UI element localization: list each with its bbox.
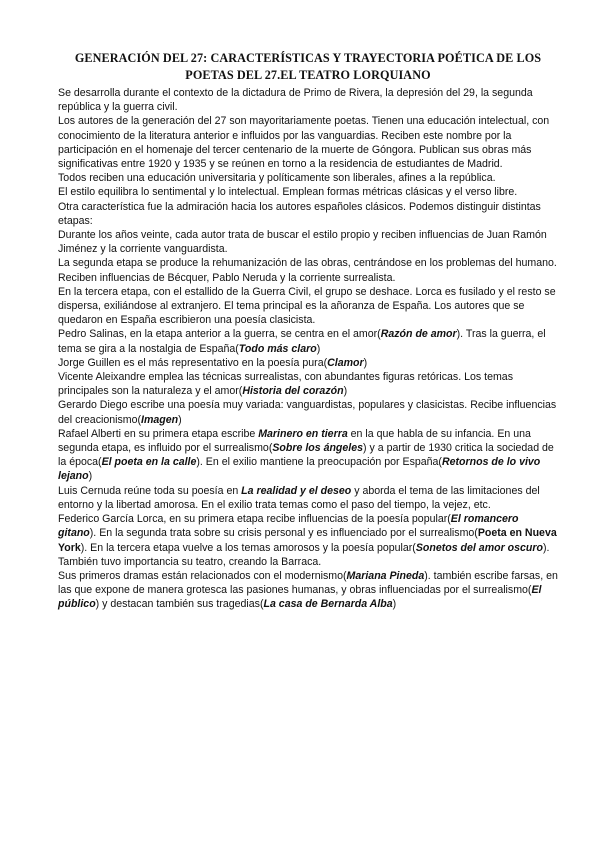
- work-title: Mariana Pineda: [346, 569, 425, 582]
- work-title: Todo más claro: [238, 342, 317, 355]
- paragraph: [58, 171, 558, 185]
- paragraph-text: Se desarrolla durante el contexto de la dictadura de Primo de Rivera, la depresión del 29, la segunda república y la guerra civil.: [58, 87, 533, 114]
- paragraph-text: La segunda etapa se produce la rehumanización de las obras, centrándose en los problemas del humano. Reciben influencias de Bécquer, Pablo Neruda y la corriente surrealista.: [58, 257, 557, 284]
- work-title: Retornos de lo vivo lejano: [58, 456, 541, 483]
- paragraph-text: Jorge Guillen es el más representativo en la poesía pura(: [58, 356, 328, 369]
- work-title: La casa de Bernarda Alba: [263, 598, 393, 611]
- paragraph-text: El estilo equilibra lo sentimental y lo intelectual. Emplean formas métricas clásicas y el verso libre.: [58, 186, 518, 199]
- paragraph: [58, 86, 558, 114]
- paragraph-text: Otra característica fue la admiración hacia los autores españoles clásicos. Podemos distinguir distintas etapas:: [58, 200, 541, 227]
- paragraph: [58, 370, 558, 398]
- work-title: La realidad y el deseo: [241, 484, 352, 497]
- paragraph: [58, 256, 558, 284]
- paragraph-text: Sus primeros dramas están relacionados con el modernismo(: [58, 569, 347, 582]
- paragraph-text: Todos reciben una educación universitaria y políticamente son liberales, afines a la república.: [58, 172, 496, 185]
- paragraph-text: ). También tuvo importancia su teatro, creando la Barraca.: [58, 541, 550, 568]
- paragraph-text: y aborda el tema de las limitaciones del entorno y la libertad amorosa. En el exilio trata temas como el paso del tiempo, la vejez, etc.: [58, 484, 540, 511]
- paragraph-text: En la tercera etapa, con el estallido de la Guerra Civil, el grupo se deshace. Lorca es fusilado y el resto se dispersa, exiliándose al extranjero. El tema principal es la añoranza de España. Los autores que se quedaron en España escribieron una poesía clasicista.: [58, 285, 556, 327]
- paragraph-text: ). Tras la guerra, el tema se gira a la nostalgia de España(: [58, 328, 546, 355]
- paragraph: [58, 569, 558, 612]
- paragraph: [58, 228, 558, 256]
- paragraph: [58, 398, 558, 426]
- document-body: [58, 86, 558, 612]
- work-title: Poeta en Nueva York: [58, 527, 557, 554]
- paragraph-text: Gerardo Diego escribe una poesía muy variada: vanguardistas, populares y clasicistas. Recibe influencias del creacionismo(: [58, 399, 557, 426]
- paragraph-text: ): [178, 413, 182, 426]
- paragraph: [58, 327, 558, 355]
- paragraph-text: ). también escribe farsas, en las que expone de manera grotesca las pasiones humanas, y obras influenciadas por el surrealismo(: [58, 569, 558, 597]
- paragraph-text: ). En la tercera etapa vuelve a los temas amorosos y la poesía popular(: [80, 541, 416, 554]
- work-title: El público: [58, 584, 542, 611]
- paragraph-text: ) y a partir de 1930 critica la sociedad de la época(: [58, 442, 554, 469]
- document-title: GENERACIÓN DEL 27: CARACTERÍSTICAS Y TRAYECTORIA POÉTICA DE LOS POETAS DEL 27.EL TEATRO LORQUIANO: [74, 51, 542, 82]
- paragraph: [58, 356, 558, 370]
- paragraph-text: Luis Cernuda reúne toda su poesía en: [58, 484, 242, 497]
- work-title: Imagen: [141, 413, 179, 426]
- paragraph-text: ): [343, 385, 348, 398]
- work-title: Clamor: [327, 356, 364, 369]
- paragraph-text: Federico García Lorca, en su primera etapa recibe influencias de la poesía popular(: [58, 513, 451, 526]
- paragraph-text: ): [88, 470, 93, 483]
- paragraph-text: ). En el exilio mantiene la preocupación por España(: [196, 456, 442, 469]
- paragraph: [58, 484, 558, 512]
- work-title: El romancero gitano: [58, 513, 519, 540]
- paragraph-text: ): [363, 356, 368, 369]
- paragraph-text: Durante los años veinte, cada autor trata de buscar el estilo propio y reciben influencias de Juan Ramón Jiménez y la corriente vanguardista.: [58, 229, 547, 256]
- paragraph-text: ): [316, 342, 321, 355]
- paragraph-text: ). En la segunda trata sobre su crisis personal y es influenciado por el surrealismo(: [89, 527, 478, 540]
- work-title: Sobre los ángeles: [272, 442, 364, 455]
- paragraph-text: Los autores de la generación del 27 son mayoritariamente poetas. Tienen una educación intelectual, con conocimiento de la literatura anterior e influidos por las vanguardias. Reciben este nombre por la participación en el homenaje del tercer centenario de la muerte de Góngora. Publican sus obras más significativas entre 1920 y 1935 y se reúnen en torno a la residencia de estudiantes de Madrid.: [58, 115, 550, 171]
- paragraph: [58, 285, 558, 328]
- paragraph: [58, 200, 558, 228]
- paragraph-text: Pedro Salinas, en la etapa anterior a la guerra, se centra en el amor(: [58, 328, 381, 341]
- work-title: Marinero en tierra: [258, 427, 348, 440]
- paragraph: [58, 185, 558, 199]
- work-title: Razón de amor: [380, 328, 457, 341]
- work-title: Sonetos del amor oscuro: [415, 541, 543, 554]
- paragraph-text: Rafael Alberti en su primera etapa escribe: [58, 427, 259, 440]
- paragraph-text: en la que habla de su infancia. En una segunda etapa, es influido por el surrealismo(: [58, 427, 531, 455]
- paragraph-text: ): [392, 598, 397, 611]
- paragraph: [58, 114, 558, 171]
- work-title: El poeta en la calle: [101, 456, 197, 469]
- document-page: [58, 50, 558, 612]
- work-title: Historia del corazón: [242, 385, 344, 398]
- paragraph: [58, 512, 558, 569]
- paragraph: [58, 427, 558, 484]
- paragraph-text: ) y destacan también sus tragedias(: [95, 598, 264, 611]
- paragraph-text: Vicente Aleixandre emplea las técnicas surrealistas, con abundantes figuras retóricas. Los temas principales son la naturaleza y el amor(: [58, 371, 513, 398]
